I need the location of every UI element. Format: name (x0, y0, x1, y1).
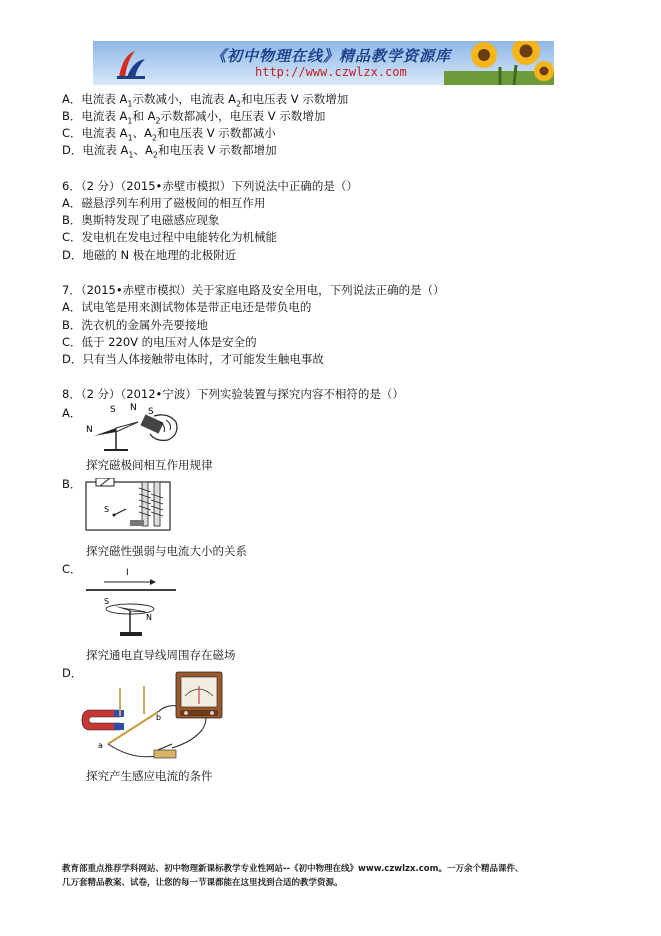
footer-line-2: 几万套精品教案、试卷，让您的每一节课都能在这里找到合适的教学资源。 (62, 878, 343, 888)
q7-option-c: C．低于 220V 的电压对人体是安全的 (62, 335, 257, 349)
q8-option-d-caption: 探究产生感应电流的条件 (86, 769, 213, 783)
q7-option-d: D．只有当人体接触带电体时，才可能发生触电事故 (62, 352, 324, 366)
q7-stem: 7．（2015•赤壁市模拟）关于家庭电路及安全用电，下列说法正确的是（） (62, 283, 445, 297)
q8-option-b-caption: 探究磁性强弱与电流大小的关系 (86, 544, 247, 558)
q8-option-c-label: C． (62, 562, 82, 576)
footer-line-1: 教育部重点推荐学科网站、初中物理新课标教学专业性网站--《初中物理在线》www.czwlzx.com。一万余个精品课件、 (62, 864, 524, 874)
q5-option-c: C．电流表 $A_1$、$A_2$和电压表 V 示数都减小 (62, 126, 276, 143)
q6-option-a: A．磁悬浮列车利用了磁极间的相互作用 (62, 196, 266, 210)
q8-option-d-label: D． (62, 666, 83, 680)
q8-option-c-caption: 探究通电直导线周围存在磁场 (86, 648, 236, 662)
induction-experiment-figure (80, 664, 228, 766)
q6-option-b: B．奥斯特发现了电磁感应现象 (62, 213, 220, 227)
q7-option-b: B．洗衣机的金属外壳要接地 (62, 318, 208, 332)
header-banner (93, 41, 554, 85)
q6-stem: 6．（2 分）（2015•赤壁市模拟）下列说法中正确的是（） (62, 179, 358, 193)
q5-option-b: B．电流表 $A_1$和 $A_2$示数都减小，电压表 V 示数增加 (62, 109, 326, 126)
electromagnet-circuit-figure (84, 478, 176, 534)
label-n1: N (86, 425, 93, 435)
sunflower-icon (444, 41, 554, 85)
label-s: S (104, 505, 110, 514)
q8-option-a-caption: 探究磁极间相互作用规律 (86, 458, 213, 472)
oersted-experiment-figure (86, 562, 178, 640)
q8-stem: 8．（2 分）（2012•宁波）下列实验装置与探究内容不相符的是（） (62, 387, 404, 401)
q6-option-c: C．发电机在发电过程中电能转化为机械能 (62, 230, 278, 244)
label-i: I (126, 568, 129, 578)
label-s1: S (110, 405, 116, 415)
q7-option-a: A．试电笔是用来测试物体是带正电还是带负电的 (62, 300, 312, 314)
q5-option-d: D．电流表 $A_1$、$A_2$和电压表 V 示数都增加 (62, 143, 277, 160)
label-b: b (156, 713, 162, 722)
label-s: S (104, 597, 110, 606)
label-n: N (146, 613, 152, 622)
label-s2: S (148, 407, 154, 417)
site-logo-icon (113, 47, 149, 81)
label-n2: N (130, 403, 137, 413)
q8-option-b-label: B． (62, 477, 82, 491)
q8-option-a-label: A． (62, 406, 82, 420)
magnet-interaction-figure (80, 400, 185, 455)
label-a: a (98, 741, 103, 750)
q6-option-d: D．地磁的 N 极在地理的北极附近 (62, 248, 237, 262)
banner-url[interactable]: http://www.czwlzx.com (255, 65, 407, 79)
banner-title: 《初中物理在线》精品教学资源库 (211, 47, 452, 65)
q5-option-a: A．电流表 $A_1$示数减小，电流表 $A_2$和电压表 V 示数增加 (62, 92, 349, 109)
